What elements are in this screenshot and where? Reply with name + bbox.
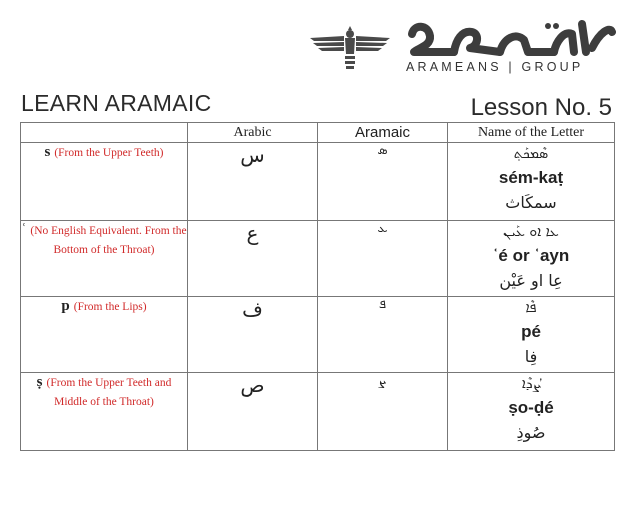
table-header-row xyxy=(21,123,615,143)
arabic-letter: ص xyxy=(188,373,318,451)
table-row xyxy=(21,373,615,451)
sound-description: (From the Upper Teeth and Middle of the Throat) xyxy=(46,377,172,409)
arabic-letter: س xyxy=(188,143,318,220)
sound-cell xyxy=(21,297,188,373)
letter-name-syriac: ܨܳܕܶܐ xyxy=(521,376,541,393)
letter-name-cell xyxy=(448,143,615,220)
page-title: LEARN ARAMAIC xyxy=(21,90,212,116)
winged-sun-emblem-icon xyxy=(308,24,392,74)
sound-cell xyxy=(21,373,188,451)
column-header-name: Name of the Letter xyxy=(448,123,615,143)
sound-description: (From the Upper Teeth) xyxy=(54,147,164,160)
lesson-number: Lesson No. 5 xyxy=(470,94,612,121)
brand-subtitle: ARAMEANS | GROUP xyxy=(406,60,584,74)
aramaic-letter: ܥ xyxy=(318,220,448,296)
letter-name-cell xyxy=(448,373,615,451)
table-row xyxy=(21,297,615,373)
sound-cell xyxy=(21,220,188,296)
arameans-group-logo xyxy=(308,12,618,82)
brand-script-wordmark xyxy=(404,18,616,62)
sound-description: (From the Lips) xyxy=(73,301,147,314)
letter-name-arabic: فِا xyxy=(524,347,538,367)
column-header-aramaic: Aramaic xyxy=(318,123,448,143)
letter-name-latin: sém-kaṭ xyxy=(498,168,564,188)
table-row xyxy=(21,220,615,296)
letter-name-latin: ṣo-ḍé xyxy=(508,398,554,418)
column-header-sound xyxy=(21,123,188,143)
table-row xyxy=(21,143,615,220)
letter-name-syriac: ܥܐ ܐܘ ܥܰܝܢ xyxy=(503,223,559,240)
sound-description: (No English Equivalent. From the Bottom of the Throat) xyxy=(30,224,187,256)
letter-name-latin: pé xyxy=(521,322,541,342)
aramaic-letter: ܣ xyxy=(318,143,448,220)
sound-symbol: p xyxy=(61,298,70,315)
sound-symbol: ṣ xyxy=(36,374,43,391)
letters-table xyxy=(20,122,615,451)
letter-name-latin: ʿé or ʿayn xyxy=(492,245,570,265)
sound-symbol: ʿ xyxy=(21,221,27,238)
letter-name-syriac: ܣܶܡܟܰܬ݂ xyxy=(513,146,549,163)
letter-name-cell xyxy=(448,297,615,373)
column-header-arabic: Arabic xyxy=(188,123,318,143)
letter-name-arabic: عِا او عَيْن xyxy=(499,270,563,290)
letter-name-arabic: صُوذِ xyxy=(516,423,546,443)
aramaic-letter: ܦ xyxy=(318,297,448,373)
aramaic-letter: ܨ xyxy=(318,373,448,451)
arabic-letter: ع xyxy=(188,220,318,296)
letter-name-syriac: ܦܶܐ xyxy=(525,300,537,317)
arabic-letter: ف xyxy=(188,297,318,373)
letter-name-arabic: سمكَاث xyxy=(505,193,557,213)
letter-name-cell xyxy=(448,220,615,296)
sound-cell xyxy=(21,143,188,220)
sound-symbol: s xyxy=(44,144,51,161)
